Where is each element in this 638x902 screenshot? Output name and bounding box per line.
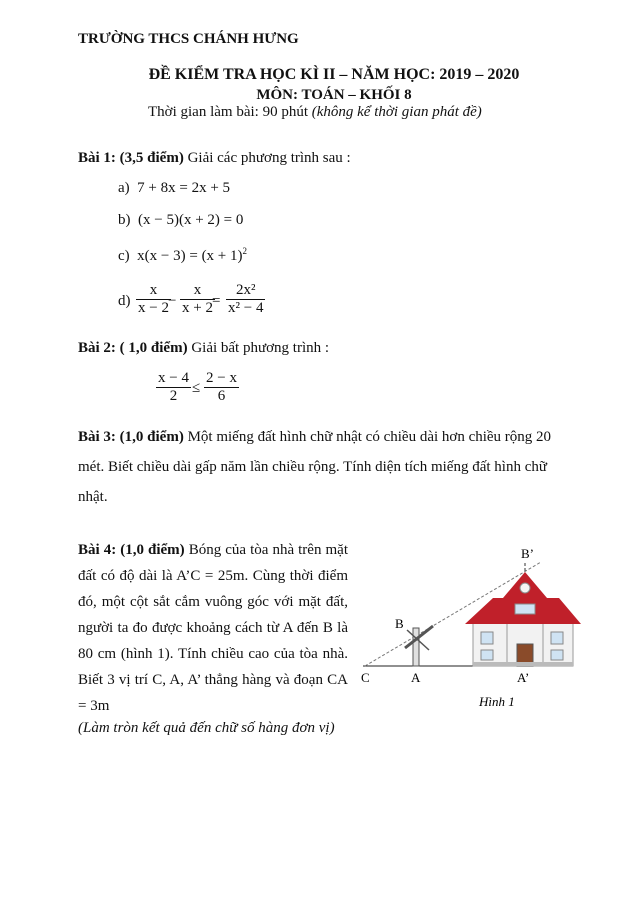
bai1-heading: Bài 1: (3,5 điểm) <box>78 150 184 166</box>
bai1-a <box>118 180 230 197</box>
bai1-d-fraction-1 <box>136 282 171 317</box>
bai1-d-equals: = <box>212 293 221 309</box>
time-note: (không kể thời gian phát đề) <box>311 104 482 120</box>
fraction-denominator: x + 2 <box>182 300 213 316</box>
figure-1 <box>355 540 595 720</box>
exam-subject: MÔN: TOÁN – KHỐI 8 <box>256 87 412 103</box>
bai3-line-2: mét. Biết chiều dài gấp năm lần chiều rộng. Tính diện tích miếng đất hình chữ <box>78 459 547 475</box>
fraction-denominator: x² − 4 <box>228 300 264 316</box>
label-a: A <box>411 670 421 685</box>
fraction-numerator: x <box>193 282 202 298</box>
exam-title: ĐỀ KIỂM TRA HỌC KÌ II – NĂM HỌC: 2019 – 2020 <box>148 66 520 83</box>
fraction-denominator: x − 2 <box>138 300 169 316</box>
bai3-line-3: nhật. <box>78 489 108 505</box>
bai2-text: Giải bất phương trình : <box>187 340 330 356</box>
bai2-fraction-1 <box>156 370 191 405</box>
bai3-line-1 <box>78 424 551 450</box>
fraction-numerator: x − 4 <box>158 370 189 386</box>
bai4-paragraph <box>78 537 348 719</box>
bai1-c <box>118 246 247 265</box>
time-prefix: Thời gian làm bài: 90 phút <box>148 104 312 120</box>
bai4-note: (Làm tròn kết quả đến chữ số hàng đơn vị) <box>78 720 335 736</box>
label-b-prime: B’ <box>521 546 534 561</box>
iron-post-icon <box>405 626 433 666</box>
bai1-c-label: c) <box>118 248 130 264</box>
bai1-d-fraction-3 <box>226 282 265 317</box>
fraction-numerator: 2x² <box>235 282 256 298</box>
bai1-b-label: b) <box>118 212 131 228</box>
fraction-denominator: 6 <box>204 387 239 405</box>
school-name: TRƯỜNG THCS CHÁNH HƯNG <box>78 31 299 47</box>
bai3-text-1: Một miếng đất hình chữ nhật có chiều dài hơn chiều rộng 20 <box>183 429 552 445</box>
bai1-text: Giải các phương trình sau : <box>183 150 351 166</box>
bai1-b-equation: (x − 5)(x + 2) = 0 <box>138 212 244 228</box>
bai4-text: Bóng của tòa nhà trên mặt đất có độ dài là A’C = 25m. Cùng thời điểm đó, một cột sắt cắm vuông góc với mặt đất, người ta đo được khoảng cách từ A đến B là 80 cm (hình 1). Tính chiều cao của tòa nhà. Biết 3 vị trí C, A, A’ thẳng hàng và đoạn CA = 3m <box>78 542 348 714</box>
label-c: C <box>361 670 370 685</box>
bai1-a-equation: 7 + 8x = 2x + 5 <box>137 180 231 196</box>
bai2-intro <box>78 340 329 357</box>
bai1-b <box>118 212 243 229</box>
bai2-heading: Bài 2: ( 1,0 điểm) <box>78 340 188 356</box>
exam-time <box>148 104 482 121</box>
bai4-heading: Bài 4: (1,0 điểm) <box>78 542 185 558</box>
figure-caption: Hình 1 <box>479 694 515 709</box>
bai3-heading: Bài 3: (1,0 điểm) <box>78 429 184 445</box>
bai1-c-exponent: 2 <box>242 246 248 256</box>
bai1-intro <box>78 150 351 167</box>
bai1-c-equation: x(x − 3) = (x + 1) <box>137 248 243 264</box>
bai1-d-fraction-2 <box>180 282 215 317</box>
bai2-fraction-2 <box>204 370 239 405</box>
label-a-prime: A’ <box>517 670 530 685</box>
fraction-numerator: 2 − x <box>206 370 237 386</box>
bai1-d-label: d) <box>118 293 131 309</box>
fraction-numerator: x <box>149 282 158 298</box>
bai1-a-label: a) <box>118 180 130 196</box>
fraction-denominator: 2 <box>156 387 191 405</box>
school-building-icon <box>465 572 581 666</box>
label-b: B <box>395 616 404 631</box>
bai1-d-minus: − <box>168 293 177 309</box>
bai2-less-equal: ≤ <box>192 380 201 396</box>
